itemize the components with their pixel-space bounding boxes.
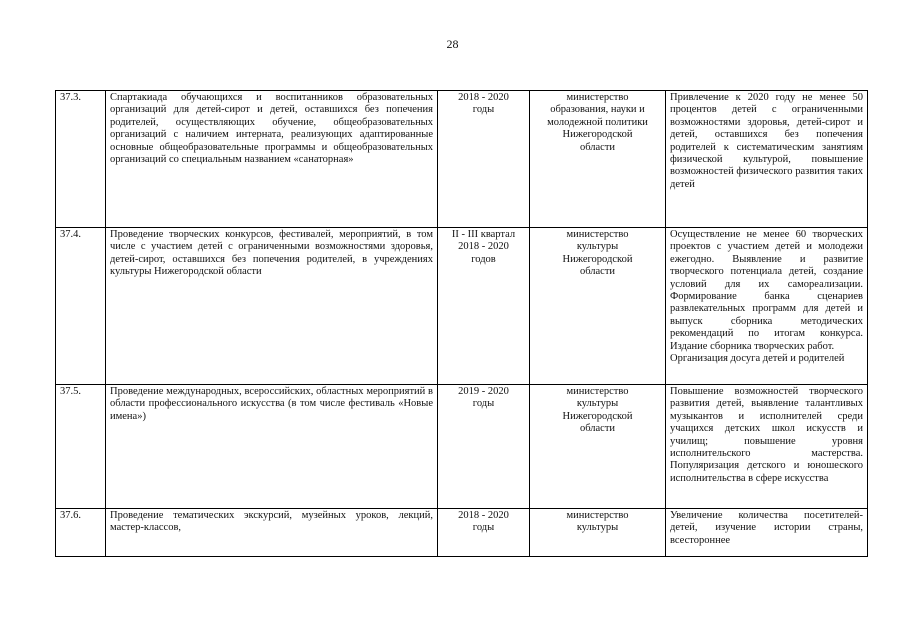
table-row <box>56 228 868 385</box>
table-row <box>56 385 868 509</box>
row-number: 37.4. <box>56 228 106 385</box>
activity-term: II - III квартал 2018 - 2020 годов <box>438 228 530 385</box>
activity-executor: министерство культуры <box>530 509 666 557</box>
row-number: 37.3. <box>56 91 106 228</box>
activity-result: Увеличение количества посетителей-детей, изучение истории страны, всестороннее <box>666 509 868 557</box>
activity-name: Проведение тематических экскурсий, музейных уроков, лекций, мастер-классов, <box>106 509 438 557</box>
activity-executor: министерство образования, науки и молодежной политики Нижегородской области <box>530 91 666 228</box>
activity-term: 2018 - 2020 годы <box>438 509 530 557</box>
activity-executor: министерство культуры Нижегородской области <box>530 385 666 509</box>
activity-name: Спартакиада обучающихся и воспитанников образовательных организаций для детей-сирот и детей, оставшихся без попечения родителей, осуществляющих обучение, общеобразовательных организаций с наличием интерната, реализующих адаптированные основные общеобразовательные программы и общеобразовательных организаций со специальным названием «санаторная» <box>106 91 438 228</box>
page-number: 28 <box>446 37 459 51</box>
activity-result: Осуществление не менее 60 творческих проектов с участием детей и молодежи ежегодно. Выявление и развитие творческого потенциала детей, создание условий для их самореализации. Формирование банка сценариев развлекательных программ для детей и выпуск сборника методических рекомендаций по итогам конкурса. Издание сборника творческих работ. Организация досуга детей и родителей <box>666 228 868 385</box>
activity-name: Проведение международных, всероссийских, областных мероприятий в области профессионального искусства (в том числе фестиваль «Новые имена») <box>106 385 438 509</box>
row-number: 37.6. <box>56 509 106 557</box>
activity-executor: министерство культуры Нижегородской области <box>530 228 666 385</box>
activity-term: 2019 - 2020 годы <box>438 385 530 509</box>
row-number: 37.5. <box>56 385 106 509</box>
activity-result: Привлечение к 2020 году не менее 50 процентов детей с ограниченными возможностями здоровья, детей-сирот и детей, оставшихся без попечения родителей к систематическим занятиям физической культурой, повышение возможностей физического развития таких детей <box>666 91 868 228</box>
activity-name: Проведение творческих конкурсов, фестивалей, мероприятий, в том числе с участием детей с ограниченными возможностями здоровья, детей-сирот, оставшихся без попечения родителей, в учреждениях культуры Нижегородской области <box>106 228 438 385</box>
activity-term: 2018 - 2020 годы <box>438 91 530 228</box>
activities-table <box>55 90 868 557</box>
table-row <box>56 509 868 557</box>
table-row <box>56 91 868 228</box>
activity-result: Повышение возможностей творческого развития детей, выявление талантливых музыкантов и исполнителей среди учащихся детских школ искусств и училищ; повышение уровня исполнительского мастерства. Популяризация детского и юношеского исполнительства в сфере искусства <box>666 385 868 509</box>
